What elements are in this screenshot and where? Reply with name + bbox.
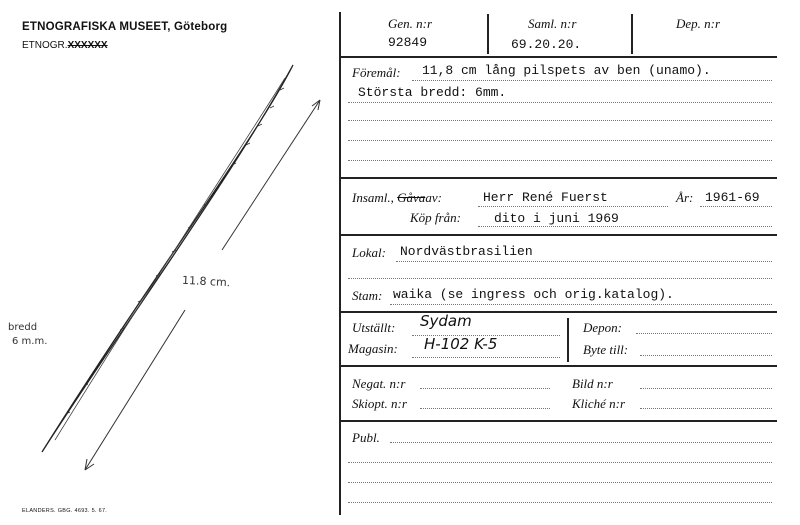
header-divider-1 — [487, 14, 489, 54]
dotted-rule — [412, 80, 772, 81]
dotted-rule — [420, 408, 550, 409]
kliche-label: Kliché n:r — [572, 396, 626, 411]
bild-label: Bild n:r — [572, 376, 613, 391]
dotted-rule — [390, 304, 772, 305]
utstallt-label: Utställt: — [352, 320, 396, 335]
magasin-label: Magasin: — [348, 341, 398, 356]
arrowhead-inner-line — [55, 78, 285, 440]
section-rule-1 — [340, 177, 777, 179]
section-rule-2 — [340, 234, 777, 236]
measure-line-lower — [85, 310, 185, 470]
kop-value: dito i juni 1969 — [494, 211, 619, 226]
dotted-rule — [348, 140, 772, 141]
dotted-rule — [348, 462, 772, 463]
publ-label: Publ. — [352, 430, 380, 445]
header-bottom-rule — [340, 56, 777, 58]
dotted-rule — [348, 482, 772, 483]
insaml-av: av: — [425, 190, 442, 205]
dotted-rule — [478, 226, 772, 227]
skiopt-label: Skiopt. n:r — [352, 396, 407, 411]
ar-value: 1961-69 — [705, 190, 760, 205]
dotted-rule — [636, 333, 772, 334]
dep-label: Dep. n:r — [676, 16, 721, 31]
section-rule-4 — [340, 365, 777, 367]
insaml-label — [352, 190, 442, 206]
foremal-label: Föremål: — [352, 65, 401, 80]
header-divider-2 — [631, 14, 633, 54]
dotted-rule — [396, 261, 772, 262]
byte-label: Byte till: — [583, 342, 629, 357]
lokal-label: Lokal: — [352, 245, 386, 260]
dotted-rule — [478, 206, 668, 207]
lokal-value: Nordvästbrasilien — [400, 244, 533, 259]
dotted-rule — [348, 502, 772, 503]
dotted-rule — [348, 160, 772, 161]
dotted-rule — [348, 120, 772, 121]
card-left-border — [339, 12, 341, 515]
stam-label: Stam: — [352, 288, 383, 303]
arrowhead-outline — [42, 65, 293, 452]
gen-value: 92849 — [388, 35, 428, 50]
dotted-rule — [640, 388, 772, 389]
measure-arrowhead-top — [312, 100, 320, 110]
insaml-value: Herr René Fuerst — [483, 190, 608, 205]
foremal-line2: Största bredd: 6mm. — [358, 85, 507, 100]
dotted-rule — [412, 357, 560, 358]
dotted-rule — [348, 102, 772, 103]
insaml-struck: Gåva — [397, 190, 426, 205]
length-note: 11.8 cm. — [181, 273, 231, 290]
width-note-line1: bredd — [8, 322, 38, 333]
dotted-rule — [348, 278, 772, 279]
section-rule-5 — [340, 420, 777, 422]
kop-label: Köp från: — [410, 210, 461, 225]
width-note-line2: 6 m.m. — [12, 336, 48, 347]
saml-label: Saml. n:r — [528, 16, 577, 31]
saml-value: 69.20.20. — [511, 37, 582, 52]
printer-imprint: ELANDERS. GBG. 4693. 5. 67. — [22, 508, 108, 514]
utstallt-value: Sydam — [420, 312, 472, 330]
negat-label: Negat. n:r — [352, 376, 406, 391]
measure-line-upper — [222, 100, 320, 250]
stam-value: waika (se ingress och orig.katalog). — [393, 287, 674, 302]
arrowhead-drawing — [0, 0, 335, 525]
dotted-rule — [700, 206, 772, 207]
depon-label: Depon: — [583, 320, 622, 335]
magasin-value: H-102 K-5 — [424, 335, 498, 353]
etnogr-prefix: ETNOGR. — [22, 40, 68, 51]
dotted-rule — [640, 408, 772, 409]
foremal-line1: 11,8 cm lång pilspets av ben (unamo). — [422, 63, 711, 78]
dotted-rule — [640, 355, 772, 356]
storage-divider — [567, 318, 569, 362]
dotted-rule — [420, 388, 550, 389]
section-rule-3 — [340, 311, 777, 313]
etnogr-struck: XXXXXX — [67, 40, 108, 51]
dotted-rule — [390, 442, 772, 443]
insaml-prefix: Insaml., — [352, 190, 394, 205]
gen-label: Gen. n:r — [388, 16, 433, 31]
museum-name: ETNOGRAFISKA MUSEET, Göteborg — [22, 21, 228, 33]
ar-label: År: — [676, 190, 694, 205]
